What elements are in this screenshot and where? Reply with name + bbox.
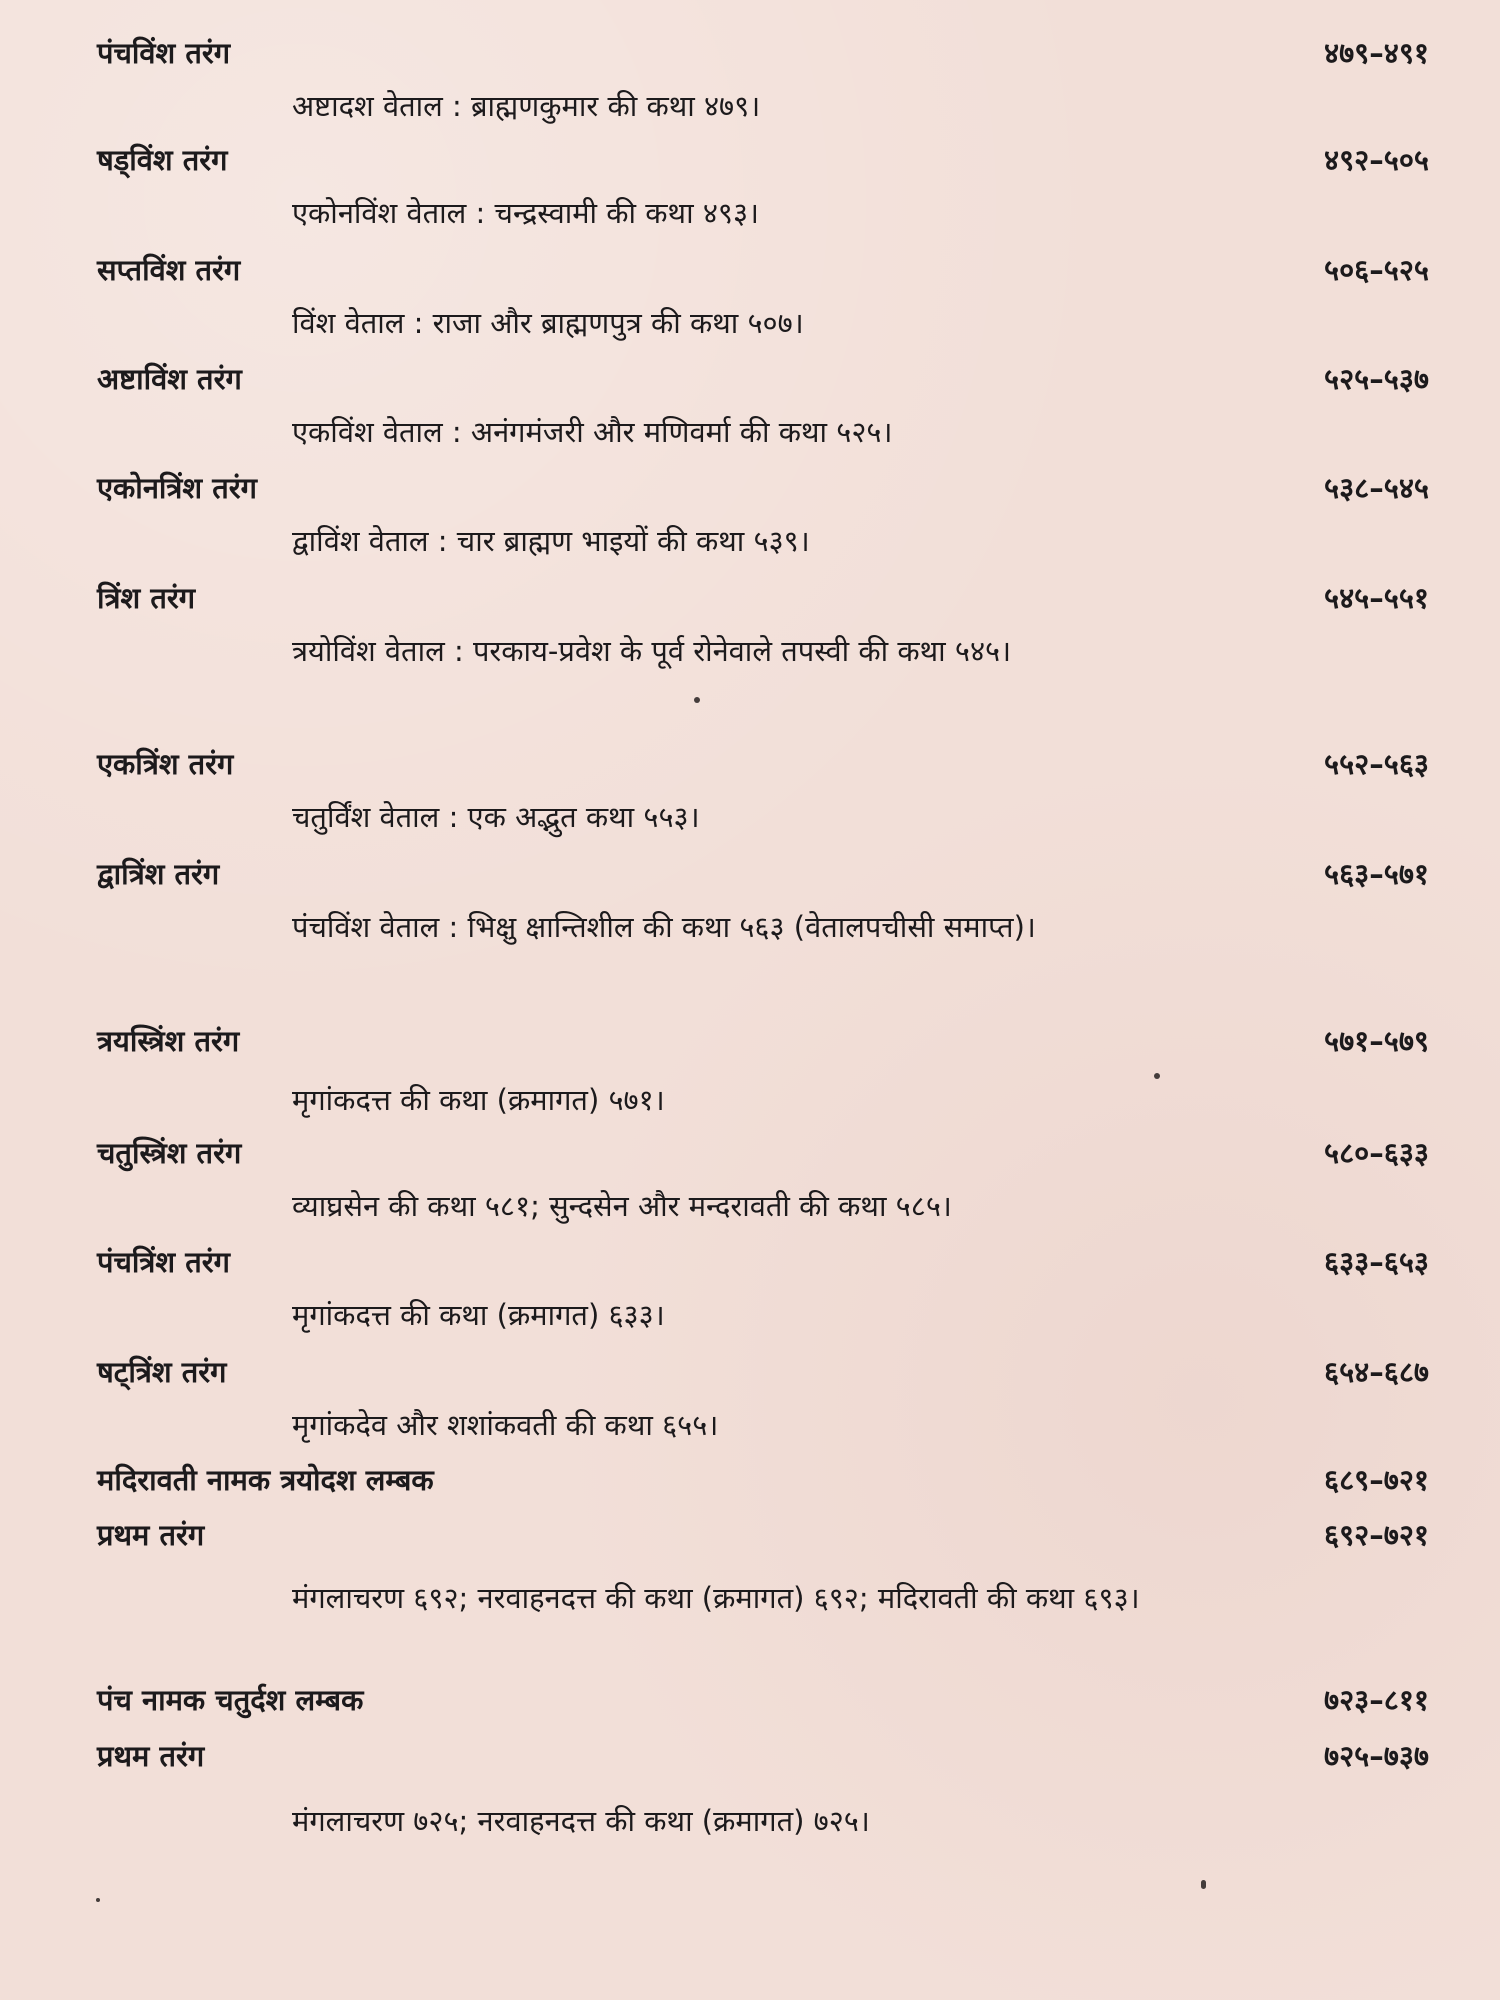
section-heading: एकोनत्रिंश तरंग [97, 471, 257, 505]
page-range: ७२५–७३७ [1324, 1739, 1429, 1773]
entry-description: चतुर्विंश वेताल : एक अद्भुत कथा ५५३। [292, 800, 700, 834]
entry-description: त्रयोविंश वेताल : परकाय-प्रवेश के पूर्व रोनेवाले तपस्वी की कथा ५४५। [292, 634, 1012, 668]
entry-description: विंश वेताल : राजा और ब्राह्मणपुत्र की कथा ५०७। [292, 306, 804, 340]
entry-description: मृगांकदत्त की कथा (क्रमागत) ५७१। [292, 1083, 665, 1117]
page-range: ६३३–६५३ [1324, 1245, 1429, 1279]
section-heading: पंचविंश तरंग [97, 36, 231, 70]
entry-description: मृगांकदेव और शशांकवती की कथा ६५५। [292, 1408, 719, 1442]
entry-description: मृगांकदत्त की कथा (क्रमागत) ६३३। [292, 1298, 665, 1332]
section-heading: षट्त्रिंश तरंग [97, 1355, 227, 1389]
page-range: ६५४–६८७ [1324, 1355, 1429, 1389]
paper-speck [96, 1898, 100, 1902]
page-range: ५८०–६३३ [1324, 1136, 1429, 1170]
page-range: ६८९–७२१ [1324, 1463, 1429, 1497]
section-heading: प्रथम तरंग [97, 1739, 205, 1773]
entry-description: एकविंश वेताल : अनंगमंजरी और मणिवर्मा की कथा ५२५। [292, 415, 893, 449]
entry-description: पंचविंश वेताल : भिक्षु क्षान्तिशील की कथा ५६३ (वेतालपचीसी समाप्त)। [292, 910, 1036, 944]
page-range: ६९२–७२१ [1324, 1518, 1429, 1552]
page-range: ४७९–४९१ [1324, 36, 1429, 70]
entry-description: मंगलाचरण ७२५; नरवाहनदत्त की कथा (क्रमागत) ७२५। [292, 1804, 870, 1838]
section-heading: मदिरावती नामक त्रयोदश लम्बक [97, 1463, 434, 1497]
entry-description: एकोनविंश वेताल : चन्द्रस्वामी की कथा ४९३। [292, 196, 760, 230]
entry-description: व्याघ्रसेन की कथा ५८१; सुन्दसेन और मन्दरावती की कथा ५८५। [292, 1189, 952, 1223]
section-heading: अष्टाविंश तरंग [97, 362, 242, 396]
section-heading: त्रिंश तरंग [97, 581, 196, 615]
paper-speck [1154, 1073, 1160, 1079]
section-heading: पंच नामक चतुर्दश लम्बक [97, 1683, 364, 1717]
page-range: ७२३–८११ [1324, 1683, 1429, 1717]
section-heading: त्रयस्त्रिंश तरंग [97, 1024, 240, 1058]
page-range: ५३८–५४५ [1324, 471, 1429, 505]
section-heading: चतुस्त्रिंश तरंग [97, 1136, 242, 1170]
section-heading: एकत्रिंश तरंग [97, 747, 234, 781]
entry-description: द्वाविंश वेताल : चार ब्राह्मण भाइयों की कथा ५३९। [292, 524, 810, 558]
page-range: ५०६–५२५ [1324, 253, 1429, 287]
page-range: ५२५–५३७ [1324, 362, 1429, 396]
section-heading: पंचत्रिंश तरंग [97, 1245, 230, 1279]
section-heading: सप्तविंश तरंग [97, 253, 241, 287]
page-range: ५४५–५५१ [1324, 581, 1429, 615]
entry-description: अष्टादश वेताल : ब्राह्मणकुमार की कथा ४७९। [292, 89, 761, 123]
paper-speck [694, 697, 700, 703]
page-range: ५५२–५६३ [1324, 747, 1429, 781]
page-range: ५७१–५७९ [1324, 1024, 1429, 1058]
page-range: ४९२–५०५ [1324, 143, 1429, 177]
page-range: ५६३–५७१ [1324, 857, 1429, 891]
section-heading: द्वात्रिंश तरंग [97, 857, 220, 891]
section-heading: प्रथम तरंग [97, 1518, 205, 1552]
section-heading: षड्विंश तरंग [97, 143, 228, 177]
entry-description: मंगलाचरण ६९२; नरवाहनदत्त की कथा (क्रमागत) ६९२; मदिरावती की कथा ६९३। [292, 1581, 1140, 1615]
paper-speck [1201, 1880, 1206, 1889]
